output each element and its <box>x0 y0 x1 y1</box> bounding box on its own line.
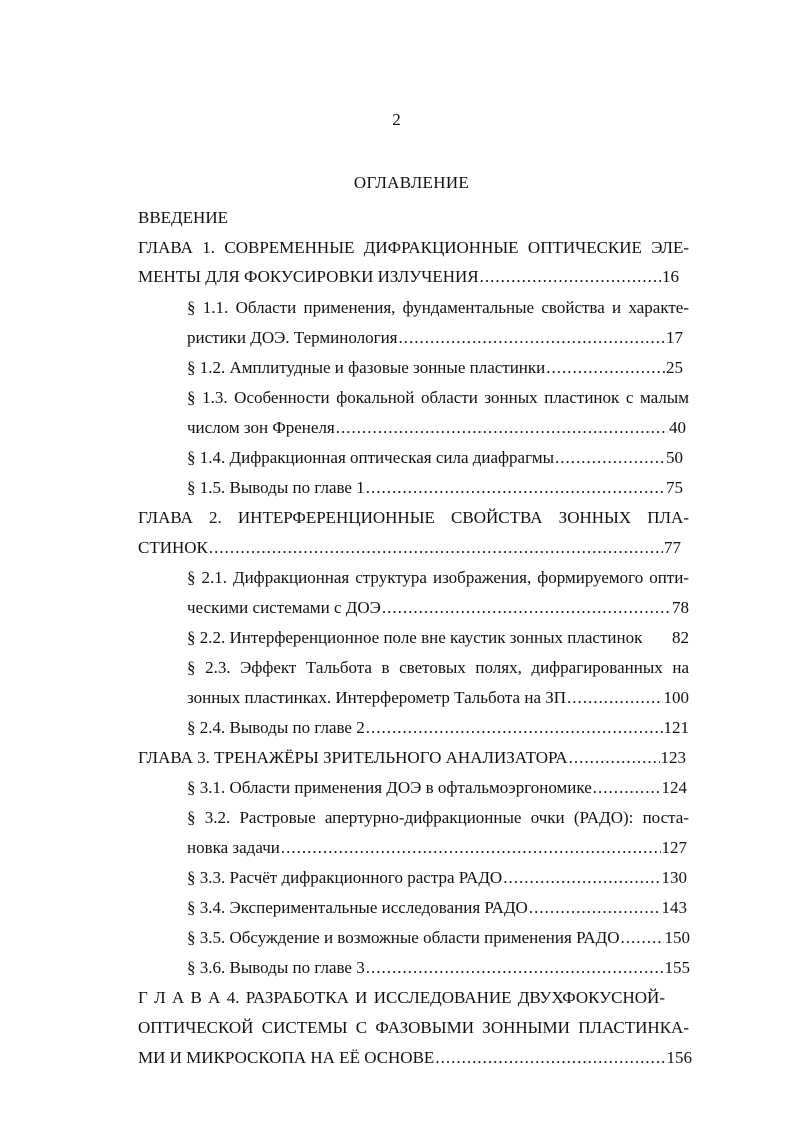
dot-leader <box>480 267 661 287</box>
dot-leader <box>366 958 664 978</box>
dot-leader <box>366 718 663 738</box>
toc-section-1-1-page: 17 <box>666 328 683 347</box>
toc-chapter-1-page: 16 <box>662 267 679 286</box>
toc-section-2-1-text: ческими системами с ДОЭ <box>187 598 381 617</box>
toc-chapter-2-page: 77 <box>664 538 681 557</box>
dot-leader <box>382 598 671 618</box>
toc-section-3-5-page: 150 <box>664 928 690 947</box>
toc-section-2-3-text: зонных пластинках. Интерферометр Тальбота на ЗП <box>187 688 567 707</box>
toc-chapter-2-line-1: ГЛАВА 2. ИНТЕРФЕРЕНЦИОННЫЕ СВОЙСТВА ЗОННЫХ ПЛА- <box>138 508 689 527</box>
toc-section-1-3-page: 40 <box>669 418 686 437</box>
toc-chapter-3-page: 123 <box>660 748 686 767</box>
dot-leader <box>209 538 663 558</box>
toc-section-2-1-line-1: § 2.1. Дифракционная структура изображения, формируемого опти- <box>187 568 689 587</box>
toc-chapter-4-page: 156 <box>666 1048 692 1067</box>
toc-section-2-1-line-2 <box>187 598 689 618</box>
toc-section-1-2 <box>187 358 683 378</box>
dot-leader <box>621 928 664 948</box>
dot-leader <box>569 748 660 768</box>
toc-section-3-4 <box>187 898 687 918</box>
toc-section-1-2-page: 25 <box>666 358 683 377</box>
toc-chapter-2-line-2 <box>138 538 681 558</box>
toc-section-3-2-line-2 <box>187 838 687 858</box>
toc-section-1-3-text: числом зон Френеля <box>187 418 335 437</box>
toc-chapter-4-line-2: ОПТИЧЕСКОЙ СИСТЕМЫ С ФАЗОВЫМИ ЗОННЫМИ ПЛАСТИНКА- <box>138 1018 689 1037</box>
toc-entry-introduction: ВВЕДЕНИЕ <box>138 208 228 227</box>
toc-section-2-2-text: § 2.2. Интерференционное поле вне каустик зонных пластинок <box>187 628 643 647</box>
toc-section-1-5-text: § 1.5. Выводы по главе 1 <box>187 478 365 497</box>
toc-title: ОГЛАВЛЕНИЕ <box>353 173 470 192</box>
toc-chapter-3-text: ГЛАВА 3. ТРЕНАЖЁРЫ ЗРИТЕЛЬНОГО АНАЛИЗАТОРА <box>138 748 568 767</box>
dot-leader <box>529 898 661 918</box>
toc-section-3-1 <box>187 778 687 798</box>
toc-chapter-4-line-1: Г Л А В А 4. РАЗРАБОТКА И ИССЛЕДОВАНИЕ ДВУХФОКУСНОЙ- <box>138 988 665 1007</box>
toc-section-3-3-page: 130 <box>661 868 687 887</box>
page-number: 2 <box>392 110 401 129</box>
toc-section-3-6-text: § 3.6. Выводы по главе 3 <box>187 958 365 977</box>
toc-section-1-4-text: § 1.4. Дифракционная оптическая сила диафрагмы <box>187 448 555 467</box>
toc-section-1-1-text: ристики ДОЭ. Терминология <box>187 328 398 347</box>
toc-section-1-3-line-2 <box>187 418 686 438</box>
toc-section-3-3 <box>187 868 687 888</box>
toc-section-1-3-line-1: § 1.3. Особенности фокальной области зонных пластинок с малым <box>187 388 689 407</box>
toc-section-3-4-page: 143 <box>661 898 687 917</box>
dot-leader <box>555 448 665 468</box>
dot-leader <box>281 838 661 858</box>
toc-section-1-4 <box>187 448 683 468</box>
dot-leader <box>399 328 666 348</box>
toc-section-2-4-text: § 2.4. Выводы по главе 2 <box>187 718 365 737</box>
toc-chapter-1-line-1: ГЛАВА 1. СОВРЕМЕННЫЕ ДИФРАКЦИОННЫЕ ОПТИЧЕСКИЕ ЭЛЕ- <box>138 238 689 257</box>
dot-leader <box>336 418 668 438</box>
dot-leader <box>567 688 662 708</box>
toc-chapter-4-text: МИ И МИКРОСКОПА НА ЕЁ ОСНОВЕ <box>138 1048 435 1067</box>
toc-chapter-3 <box>138 748 686 768</box>
toc-section-3-1-text: § 3.1. Области применения ДОЭ в офтальмоэргономике <box>187 778 592 797</box>
toc-section-3-3-text: § 3.3. Расчёт дифракционного растра РАДО <box>187 868 503 887</box>
toc-section-3-2-page: 127 <box>661 838 687 857</box>
dot-leader <box>593 778 661 798</box>
dot-leader <box>435 1048 665 1068</box>
toc-chapter-2-text: СТИНОК <box>138 538 208 557</box>
toc-section-3-2-line-1: § 3.2. Растровые апертурно-дифракционные очки (РАДО): поста- <box>187 808 689 827</box>
toc-section-1-2-text: § 1.2. Амплитудные и фазовые зонные пластинки <box>187 358 546 377</box>
toc-section-2-3-line-1: § 2.3. Эффект Тальбота в световых полях, дифрагированных на <box>187 658 689 677</box>
toc-chapter-4-line-3 <box>138 1048 692 1068</box>
toc-section-2-3-page: 100 <box>663 688 689 707</box>
toc-section-2-1-page: 78 <box>672 598 689 617</box>
toc-section-3-5-text: § 3.5. Обсуждение и возможные области применения РАДО <box>187 928 620 947</box>
toc-section-3-2-text: новка задачи <box>187 838 280 857</box>
toc-chapter-1-line-2 <box>138 267 679 287</box>
toc-section-1-5-page: 75 <box>666 478 683 497</box>
toc-section-3-1-page: 124 <box>661 778 687 797</box>
toc-section-3-4-text: § 3.4. Экспериментальные исследования РАДО <box>187 898 528 917</box>
toc-section-2-4-page: 121 <box>663 718 689 737</box>
dot-leader <box>366 478 665 498</box>
toc-section-3-5 <box>187 928 690 948</box>
toc-section-1-5 <box>187 478 683 498</box>
toc-section-1-1-line-2 <box>187 328 683 348</box>
toc-section-2-3-line-2 <box>187 688 689 708</box>
dot-leader <box>546 358 665 378</box>
toc-section-2-2-page: 82 <box>672 628 689 647</box>
toc-section-2-4 <box>187 718 689 738</box>
toc-chapter-1-text: МЕНТЫ ДЛЯ ФОКУСИРОВКИ ИЗЛУЧЕНИЯ <box>138 267 479 286</box>
toc-section-3-6-page: 155 <box>664 958 690 977</box>
toc-section-3-6 <box>187 958 690 978</box>
toc-section-1-1-line-1: § 1.1. Области применения, фундаментальные свойства и характе- <box>187 298 689 317</box>
dot-leader <box>503 868 660 888</box>
toc-section-1-4-page: 50 <box>666 448 683 467</box>
toc-section-2-2 <box>187 628 689 648</box>
